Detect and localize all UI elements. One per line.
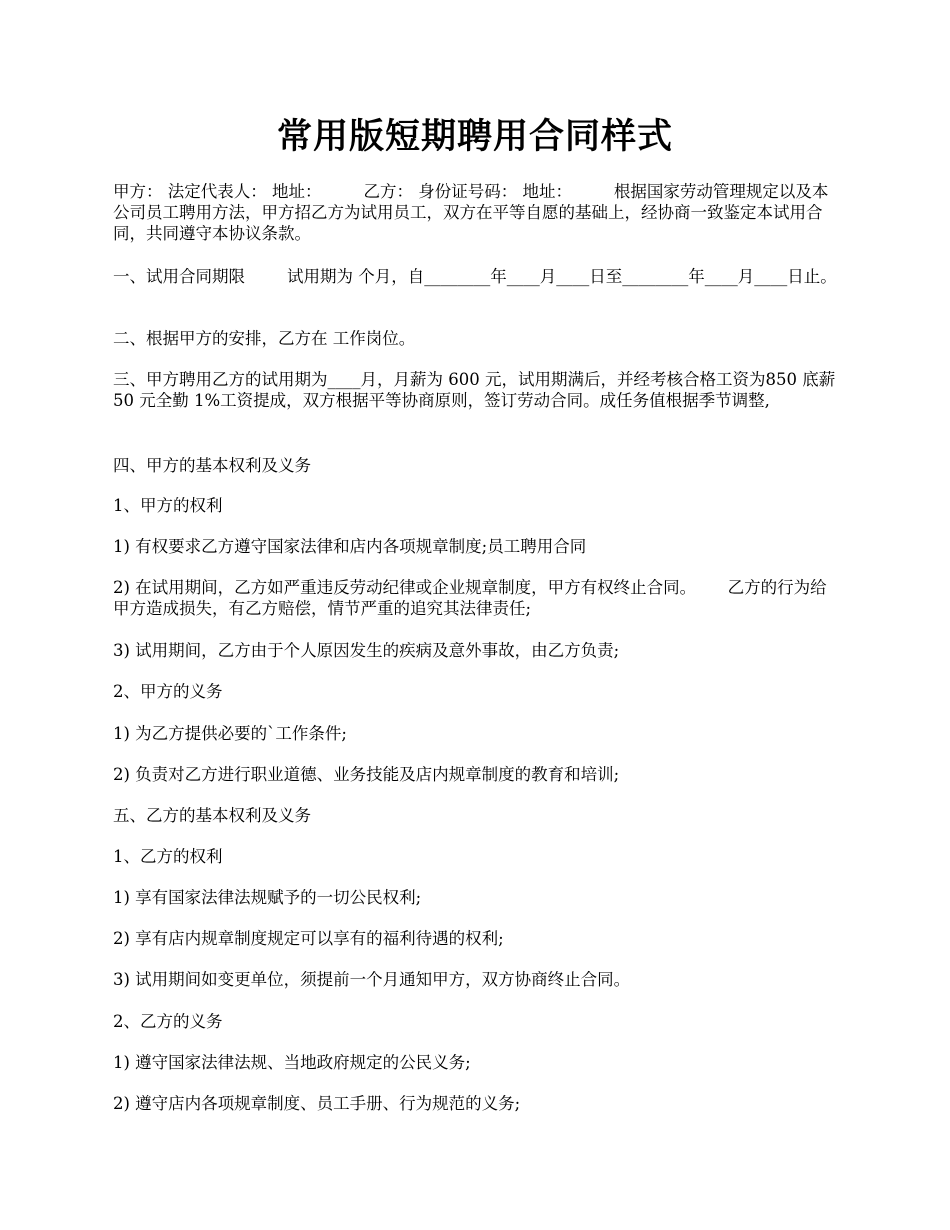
party-b-right-1: 1) 享有国家法律法规赋予的一切公民权利; xyxy=(113,888,422,907)
document-title: 常用版短期聘用合同样式 xyxy=(276,116,673,157)
party-a-right-3: 3) 试用期间，乙方由于个人原因发生的疾病及意外事故，由乙方负责; xyxy=(113,641,620,660)
party-b-rights-heading: 1、乙方的权利 xyxy=(113,847,223,866)
party-a-duty-2: 2) 负责对乙方进行职业道德、业务技能及店内规章制度的教育和培训; xyxy=(113,765,620,784)
party-a-right-1: 1) 有权要求乙方遵守国家法律和店内各项规章制度;员工聘用合同 xyxy=(113,537,587,556)
party-b-duty-1: 1) 遵守国家法律法规、当地政府规定的公民义务; xyxy=(113,1053,471,1072)
party-a-rights-heading: 1、甲方的权利 xyxy=(113,496,223,515)
party-a-duty-1: 1) 为乙方提供必要的`工作条件; xyxy=(113,724,347,743)
party-b-right-2: 2) 享有店内规章制度规定可以享有的福利待遇的权利; xyxy=(113,929,504,948)
party-b-right-3: 3) 试用期间如变更单位，须提前一个月通知甲方，双方协商终止合同。 xyxy=(113,970,631,989)
intro-paragraph: 甲方： 法定代表人： 地址： 乙方： 身份证号码： 地址： 根据国家劳动管理规定以及本公司员工聘用方法，甲方招乙方为试用员工，双方在平等自愿的基础上，经协商一致鉴定本试用合同，共同遵守本协议条款。 xyxy=(113,182,829,243)
clause-3-salary: 三、甲方聘用乙方的试用期为____月，月薪为 600 元，试用期满后，并经考核合格工资为850 底薪 50 元全勤 1%工资提成，双方根据平等协商原则，签订劳动合同。成任务值根据季节调整, xyxy=(113,370,841,410)
party-a-duties-heading: 2、甲方的义务 xyxy=(113,682,223,701)
clause-4-heading: 四、甲方的基本权利及义务 xyxy=(113,456,311,475)
clause-2-position: 二、根据甲方的安排，乙方在 工作岗位。 xyxy=(113,329,416,348)
clause-1-trial-period: 一、试用合同期限 试用期为 个月，自________年____月____日至________年____月____日止。 xyxy=(113,267,837,286)
party-b-duty-2: 2) 遵守店内各项规章制度、员工手册、行为规范的义务; xyxy=(113,1094,521,1113)
party-b-duties-heading: 2、乙方的义务 xyxy=(113,1012,223,1031)
clause-5-heading: 五、乙方的基本权利及义务 xyxy=(113,806,311,825)
party-a-right-2: 2) 在试用期间，乙方如严重违反劳动纪律或企业规章制度，甲方有权终止合同。 乙方的行为给甲方造成损失，有乙方赔偿，情节严重的追究其法律责任; xyxy=(113,578,827,618)
